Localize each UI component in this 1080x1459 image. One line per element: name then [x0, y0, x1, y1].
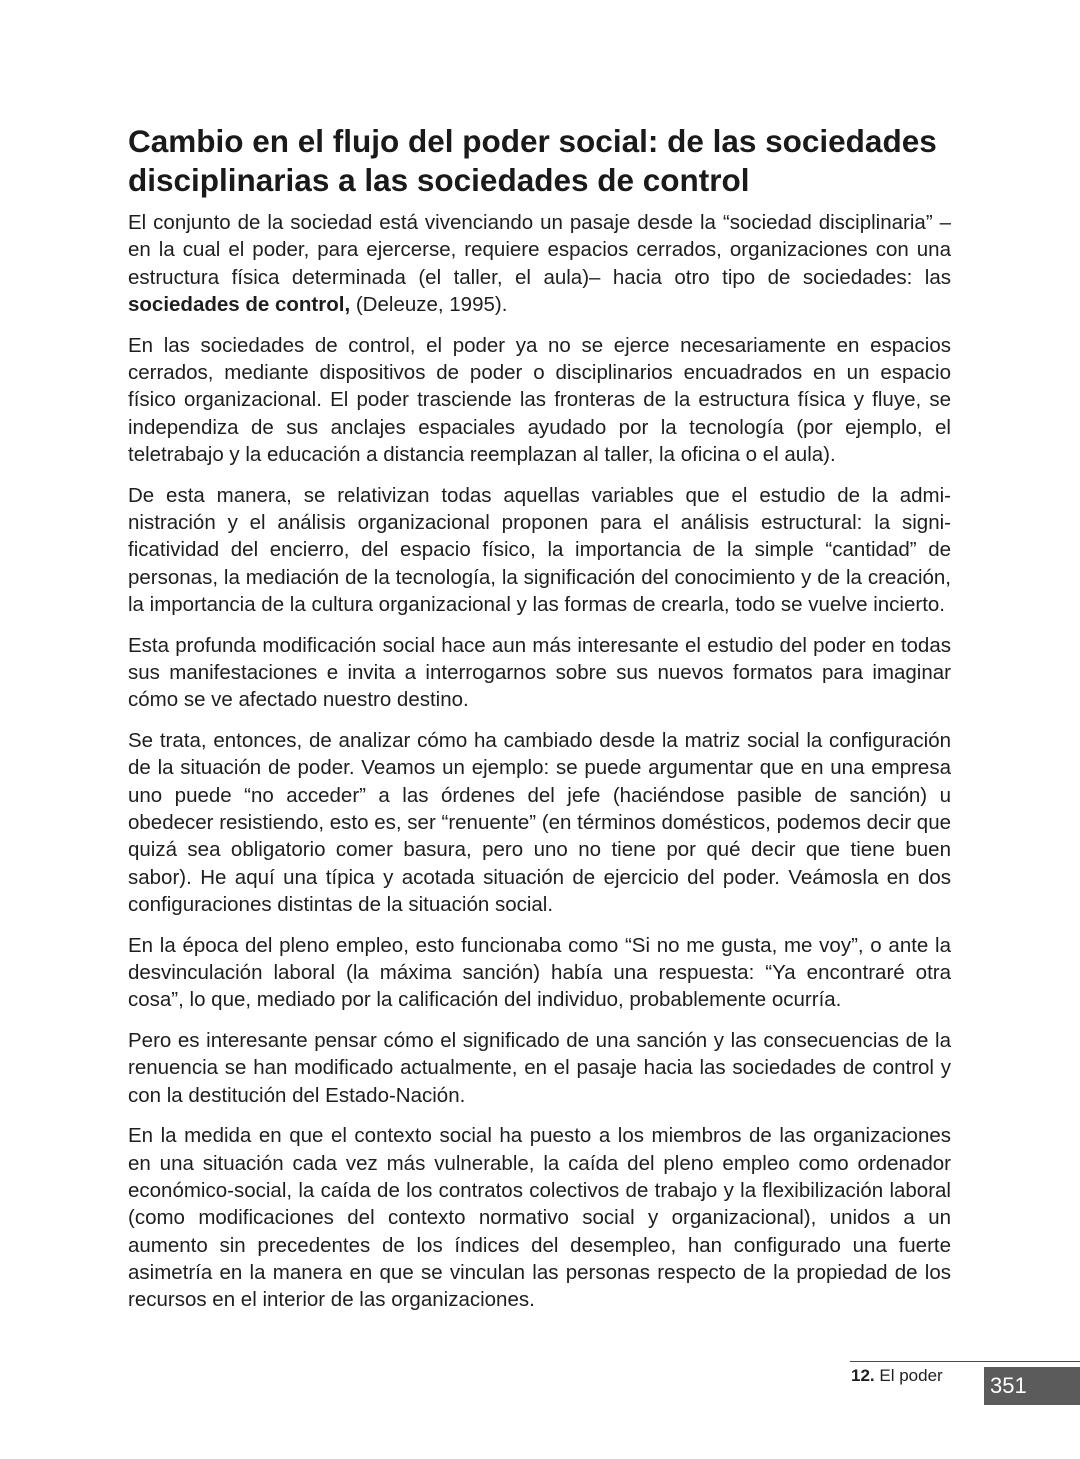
chapter-title: El poder — [874, 1366, 943, 1385]
paragraph-5: Se trata, entonces, de analizar cómo ha cambiado desde la matriz social la configuración de la situación de poder. Veamos un ejemplo: se puede argumentar que en una empresa uno puede “no acceder” a las órdenes del jefe (haciéndose pasible de sanción) u obedecer resistiendo, esto es, ser “renuente” (en términos domésticos, podemos decir que quizá sea obligatorio comer basura, pero uno no tiene por qué decir que tiene buen sabor). He aquí una típica y acotada situación de ejercicio del poder. Veámosla en dos configuraciones distintas de la situación social. — [128, 729, 951, 916]
paragraph-1-citation: (Deleuze, 1995). — [350, 292, 508, 316]
section-heading: Cambio en el flujo del poder social: de las sociedades disciplinarias a las sociedades de control — [128, 123, 937, 198]
page-number: 351 — [984, 1367, 1080, 1405]
paragraph-1-text: El conjunto de la sociedad está vivenciando un pasaje desde la “sociedad disciplinaria” –en la cual el poder, para ejercerse, requiere espacios cerrados, organizaciones con una estructura física determinada (el taller, el aula)– hacia otro tipo de sociedades: las — [128, 211, 951, 289]
footer-chapter-label — [851, 1366, 943, 1386]
paragraph-4: Esta profunda modificación social hace aun más interesante el estudio del poder en todas sus manifestaciones e invita a interrogarnos sobre sus nuevos formatos para imaginar cómo se ve afectado nuestro destino. — [128, 633, 951, 712]
page-content — [128, 122, 951, 1327]
chapter-number: 12. — [851, 1366, 875, 1385]
paragraph-3: De esta manera, se relativizan todas aquellas variables que el estudio de la administración y el análisis organizacional proponen para el análisis estructural: la significatividad del encierro, del espacio físico, la importancia de la simple “cantidad” de personas, la mediación de la tecnología, la significación del conocimiento y de la creación, la importancia de la cultura organizacional y las formas de crearla, todo se vuelve incierto. — [128, 483, 951, 616]
paragraph-1 — [128, 209, 951, 318]
paragraph-1-bold-term: sociedades de control, — [128, 292, 351, 316]
paragraph-7: Pero es interesante pensar cómo el significado de una sanción y las consecuencias de la renuencia se han modificado actualmente, en el pasaje hacia las sociedades de control y con la destitución del Estado-Nación. — [128, 1029, 951, 1107]
footer-divider — [850, 1361, 1080, 1362]
paragraph-8: En la medida en que el contexto social ha puesto a los miembros de las organizaciones en una situación cada vez más vulnerable, la caída del pleno empleo como ordenador económico-social, la caída de los contratos colectivos de trabajo y la flexibilización laboral (como modificaciones del contexto normativo social y organizacional), unidos a un aumento sin precedentes de los índices del desempleo, han configurado una fuerte asimetría en la manera en que se vinculan las personas respecto de la propiedad de los recursos en el interior de las organizaciones. — [128, 1124, 951, 1312]
paragraph-6: En la época del pleno empleo, esto funcionaba como “Si no me gusta, me voy”, o ante la desvinculación laboral (la máxima sanción) había una respuesta: “Ya encontraré otra cosa”, lo que, mediado por la calificación del individuo, probablemente ocurría. — [128, 933, 951, 1012]
paragraph-2: En las sociedades de control, el poder ya no se ejerce necesariamente en espacios cerrados, mediante dispositivos de poder o disciplinarios encuadrados en un espacio físico organizacional. El poder trasciende las fronteras de la estructura física y fluye, se independiza de sus anclajes espaciales ayudado por la tecnología (por ejemplo, el teletrabajo y la educación a distancia reemplazan al taller, la oficina o el aula). — [128, 333, 951, 466]
